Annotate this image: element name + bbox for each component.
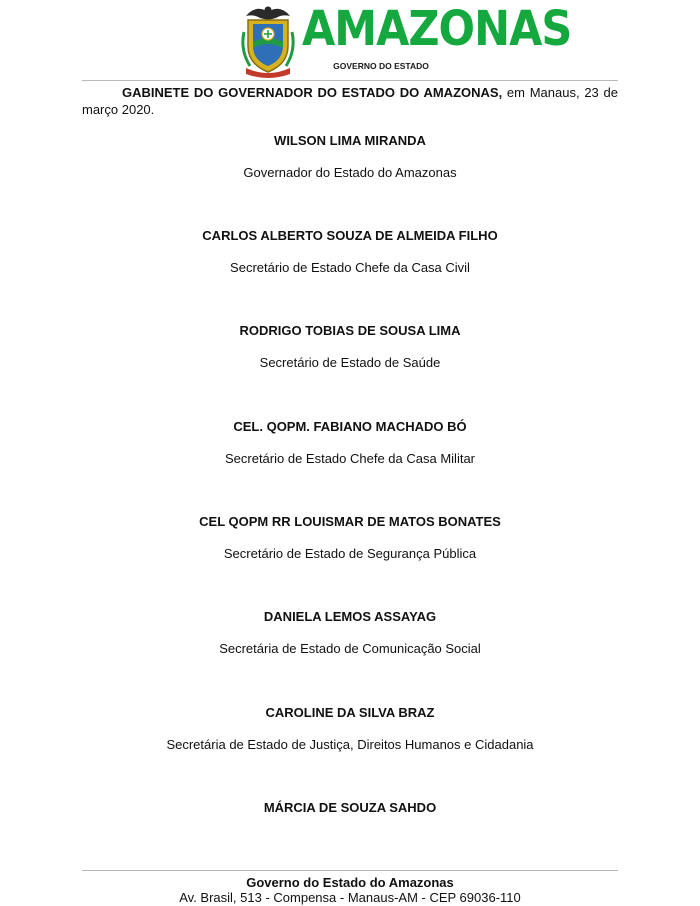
- footer-divider: [82, 870, 618, 871]
- opening-paragraph: [82, 85, 618, 118]
- signature-block: [82, 705, 618, 753]
- signatory-name: CEL QOPM RR LOUISMAR DE MATOS BONATES: [199, 514, 501, 529]
- signatory-name: WILSON LIMA MIRANDA: [274, 133, 426, 148]
- amazonas-coat-of-arms-icon: [238, 2, 298, 78]
- signature-block: [82, 514, 618, 562]
- signature-block: [82, 133, 618, 181]
- opening-bold: GABINETE DO GOVERNADOR DO ESTADO DO AMAZONAS,: [122, 85, 503, 100]
- signatory-role: Governador do Estado do Amazonas: [243, 165, 457, 180]
- signature-block: [82, 323, 618, 371]
- letterhead: [0, 0, 700, 80]
- signatory-role: Secretária de Estado de Justiça, Direitos Humanos e Cidadania: [166, 737, 534, 752]
- signature-block: [82, 609, 618, 657]
- opening-rest: em Manaus, 23 de março 2020.: [82, 85, 618, 117]
- signatory-role: Secretário de Estado Chefe da Casa Militar: [224, 451, 475, 466]
- signatory-name: RODRIGO TOBIAS DE SOUSA LIMA: [239, 323, 461, 338]
- signatory-name: DANIELA LEMOS ASSAYAG: [263, 609, 437, 624]
- signature-block: [82, 228, 618, 276]
- signature-block: [82, 800, 618, 816]
- signatory-name: CARLOS ALBERTO SOUZA DE ALMEIDA FILHO: [202, 228, 498, 243]
- footer: [82, 875, 618, 906]
- signatory-name: MÁRCIA DE SOUZA SAHDO: [263, 800, 437, 815]
- brand-subtitle: GOVERNO DO ESTADO: [333, 61, 429, 71]
- header-divider: [82, 80, 618, 81]
- signatory-role: Secretário de Estado de Saúde: [259, 355, 441, 370]
- signatory-role: Secretário de Estado de Segurança Pública: [223, 546, 477, 561]
- signatory-role: Secretário de Estado Chefe da Casa Civil: [230, 260, 470, 275]
- signatory-role: Secretária de Estado de Comunicação Social: [219, 641, 481, 656]
- signature-block: [82, 419, 618, 467]
- signatory-name: CEL. QOPM. FABIANO MACHADO BÓ: [233, 419, 467, 434]
- signatory-name: CAROLINE DA SILVA BRAZ: [265, 705, 435, 720]
- footer-org: Governo do Estado do Amazonas: [246, 875, 454, 890]
- brand-name: AMAZONAS: [302, 1, 572, 58]
- footer-address: Av. Brasil, 513 - Compensa - Manaus-AM - CEP 69036-110: [179, 890, 521, 905]
